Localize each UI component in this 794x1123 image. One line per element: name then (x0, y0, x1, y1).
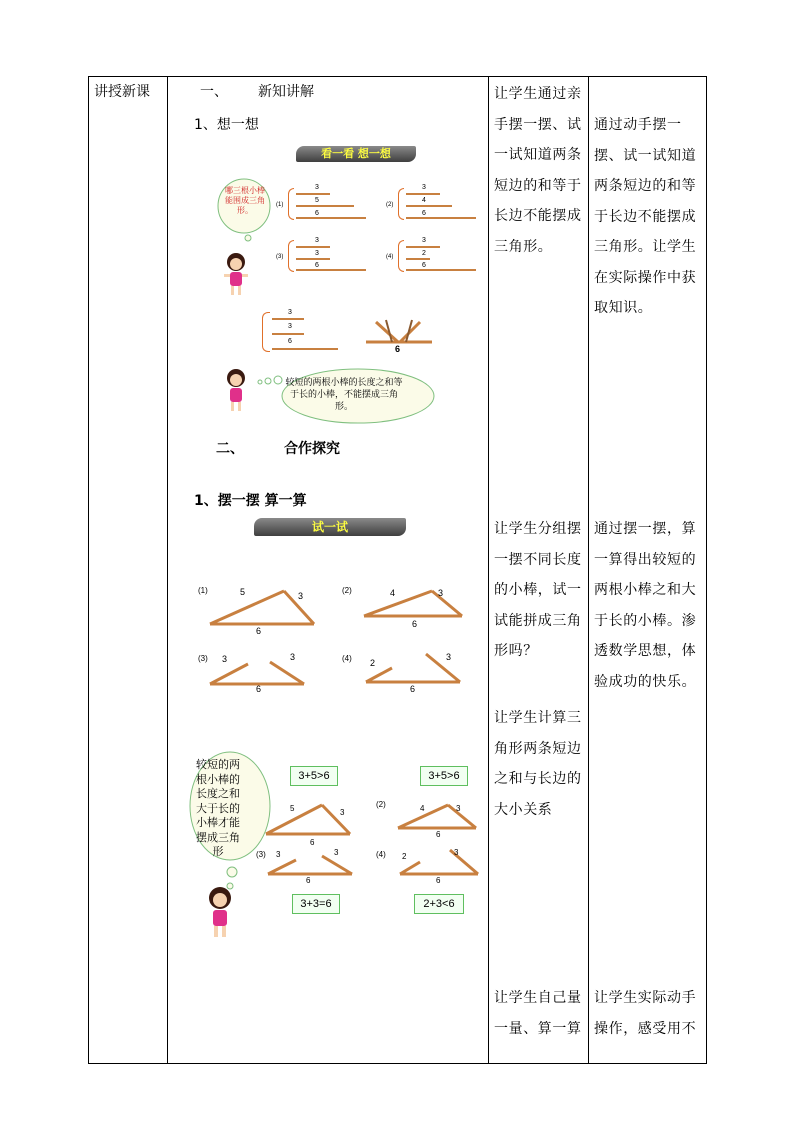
banner-try: 试一试 (254, 518, 406, 536)
bubble3-text: 较短的两根小棒的长度之和大于长的小棒才能摆成三角形 (196, 758, 240, 858)
design-intent-3: 让学生实际动手操作，感受用不 (594, 990, 697, 1037)
section2-title: 合作探究 (284, 441, 340, 457)
section1-number: 一、 (200, 84, 228, 100)
student-activity-4: 让学生自己量一量、算一算 (494, 990, 582, 1037)
bubble2-text: 较短的两根小棒的长度之和等于长的小棒，不能摆成三角形。 (285, 378, 403, 412)
section1-sub: 1、想一想 (194, 117, 259, 133)
equation-1: 3+5>6 (290, 766, 338, 786)
girl-figure-3-icon (200, 886, 240, 940)
stick-model-icon (362, 316, 436, 346)
column-divider-1 (167, 76, 168, 1064)
banner-look-think: 看一看 想一想 (296, 146, 416, 162)
section1-title: 新知讲解 (258, 84, 314, 100)
student-activity-1: 让学生通过亲手摆一摆、试一试知道两条短边的和等于长边不能摆成三角形。 (494, 86, 582, 255)
student-activity-3: 让学生计算三角形两条短边之和与长边的大小关系 (494, 710, 582, 818)
section2-sub: 1、摆一摆 算一算 (194, 493, 307, 509)
section2-number: 二、 (216, 441, 244, 457)
equation-3: 3+3=6 (292, 894, 340, 914)
design-intent-2: 通过摆一摆，算一算得出较短的两根小棒之和大于长的小棒。渗透数学思想，体验成功的快乐。 (594, 521, 697, 690)
column-divider-2 (488, 76, 489, 1064)
bubble1-text: 哪三根小棒能围成三角形。 (225, 186, 265, 215)
design-intent-1: 通过动手摆一摆、试一试知道两条短边的和等于长边不能摆成三角形。让学生在实际操作中获取知识。 (594, 117, 697, 316)
equation-2: 3+5>6 (420, 766, 468, 786)
stage-label: 讲授新课 (94, 84, 150, 100)
girl-figure-icon (220, 252, 252, 298)
column-divider-3 (588, 76, 589, 1064)
equation-4: 2+3<6 (414, 894, 464, 914)
girl-figure-2-icon (220, 368, 252, 414)
stick-model-label: 6 (395, 344, 401, 354)
student-activity-2: 让学生分组摆一摆不同长度的小棒，试一试能拼成三角形吗？ (494, 521, 582, 659)
